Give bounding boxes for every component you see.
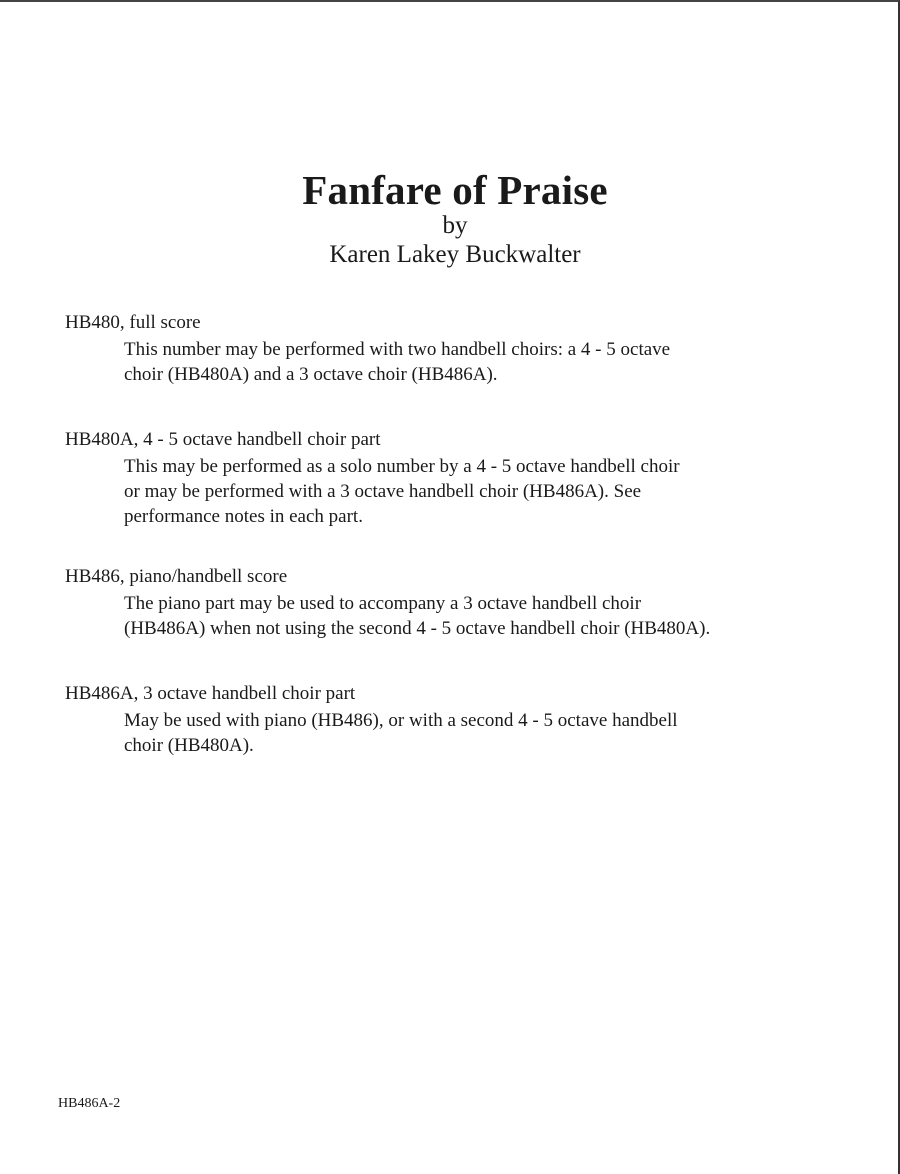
- entry-code: HB480, full score: [65, 312, 201, 333]
- composer-name: Karen Lakey Buckwalter: [329, 241, 581, 268]
- description-line: This number may be performed with two handbell choirs: a 4 - 5 octave: [124, 339, 671, 360]
- by-line: by: [442, 212, 468, 239]
- page-code: HB486A-2: [58, 1096, 121, 1111]
- description-line: This may be performed as a solo number by a 4 - 5 octave handbell choir: [124, 456, 680, 477]
- title-block: [0, 167, 900, 271]
- description-line: choir (HB480A).: [124, 735, 254, 756]
- description-line: May be used with piano (HB486), or with a second 4 - 5 octave handbell: [124, 710, 678, 731]
- entry-code: HB480A, 4 - 5 octave handbell choir part: [65, 429, 381, 450]
- entry-code: HB486A, 3 octave handbell choir part: [65, 683, 356, 704]
- entry-choir-part-4-5-octave: [65, 428, 845, 529]
- entry-piano-handbell-score: [65, 565, 845, 641]
- entry-description: [124, 591, 824, 641]
- entry-description: [124, 454, 824, 529]
- entry-code: HB486, piano/handbell score: [65, 566, 288, 587]
- description-line: The piano part may be used to accompany a 3 octave handbell choir: [124, 593, 642, 614]
- description-line: or may be performed with a 3 octave handbell choir (HB486A). See: [124, 481, 642, 502]
- description-line: (HB486A) when not using the second 4 - 5 octave handbell choir (HB480A).: [124, 618, 711, 639]
- entry-description: [124, 337, 824, 387]
- entry-full-score: [65, 311, 845, 387]
- entry-choir-part-3-octave: [65, 682, 845, 758]
- description-line: choir (HB480A) and a 3 octave choir (HB486A).: [124, 364, 498, 385]
- entry-description: [124, 708, 824, 758]
- page-title: Fanfare of Praise: [302, 167, 608, 213]
- description-line: performance notes in each part.: [124, 506, 363, 527]
